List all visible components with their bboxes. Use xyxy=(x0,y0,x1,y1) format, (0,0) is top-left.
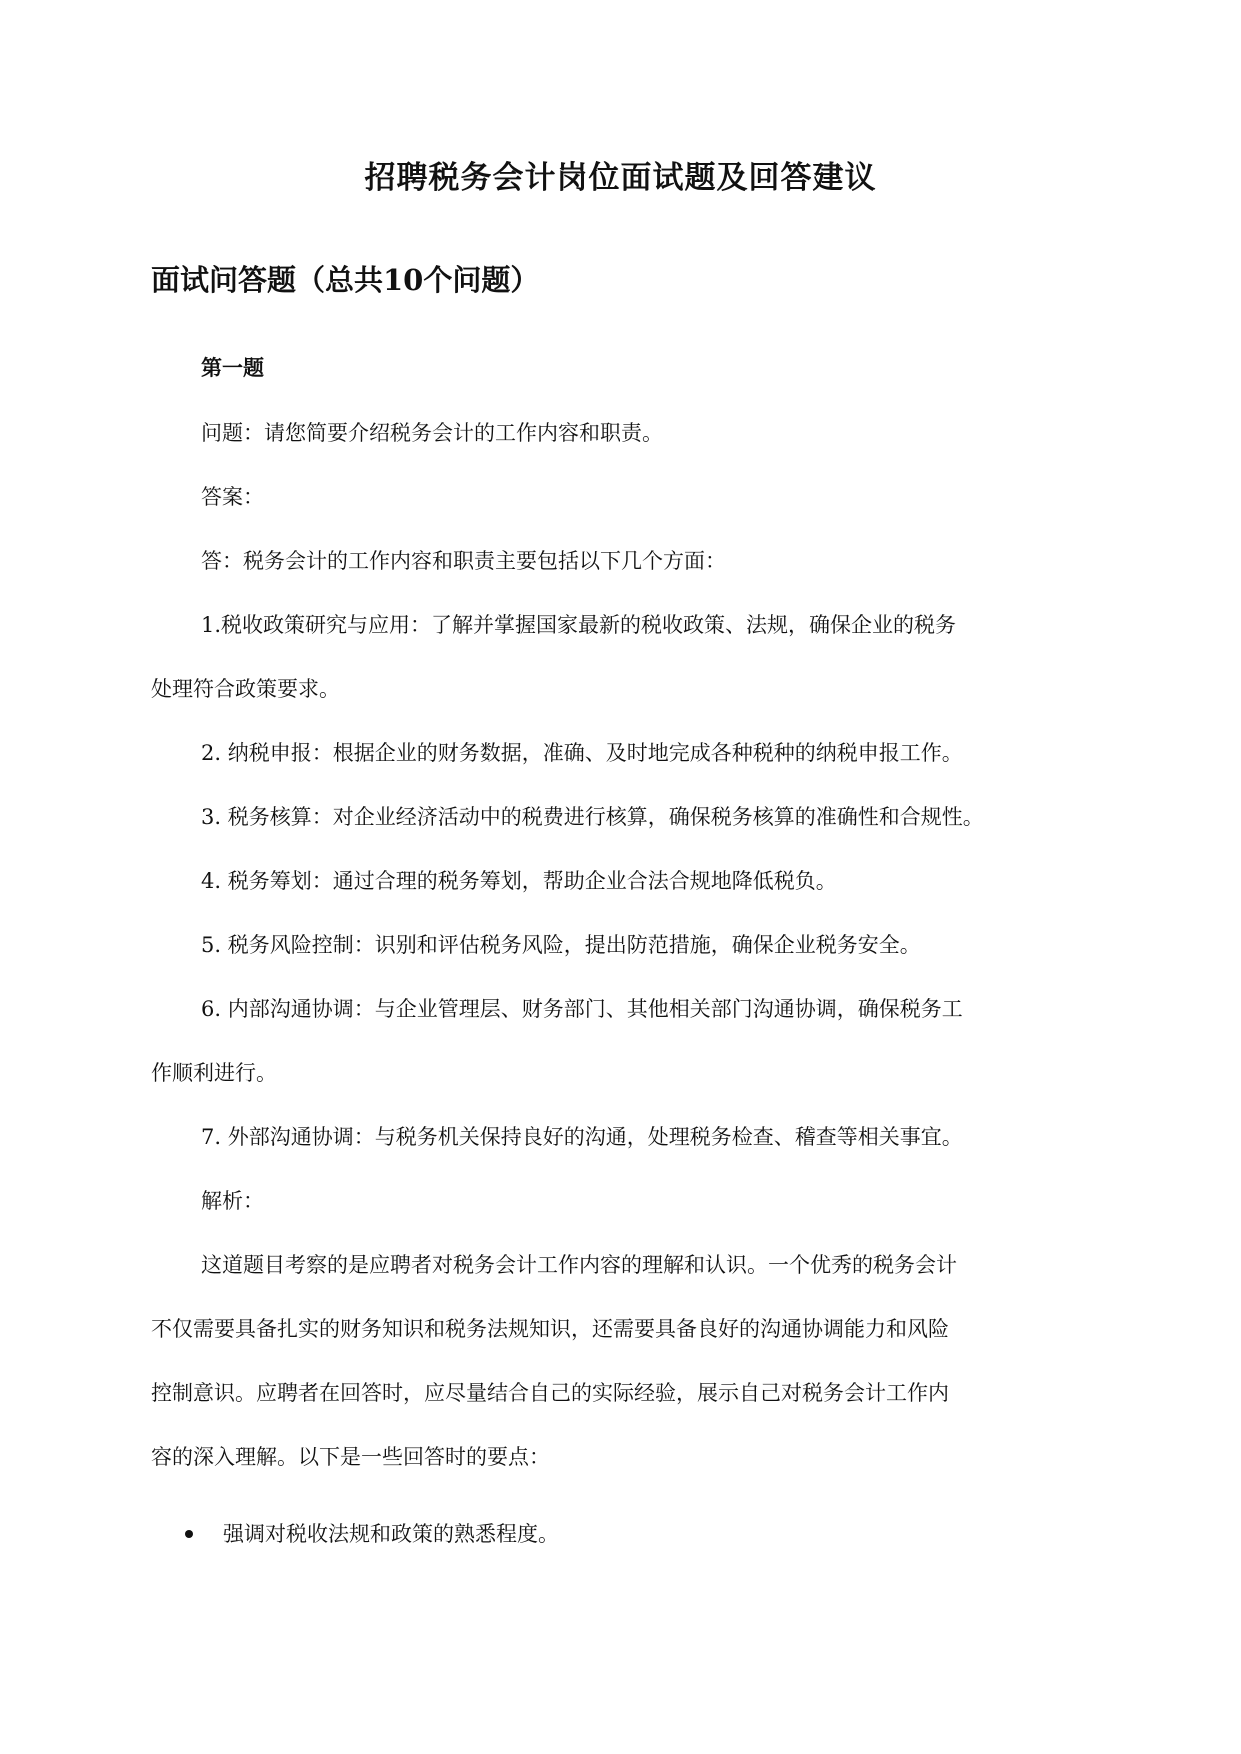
section-heading: 面试问答题（总共10个问题） xyxy=(151,263,540,297)
analysis-line: 不仅需要具备扎实的财务知识和税务法规知识，还需要具备良好的沟通协调能力和风险 xyxy=(151,1317,949,1341)
analysis-line: 控制意识。应聘者在回答时，应尽量结合自己的实际经验，展示自己对税务会计工作内 xyxy=(151,1381,949,1405)
answer-item-5: 5. 税务风险控制：识别和评估税务风险，提出防范措施，确保企业税务安全。 xyxy=(201,933,921,957)
answer-item-2: 2. 纳税申报：根据企业的财务数据，准确、及时地完成各种税种的纳税申报工作。 xyxy=(201,741,963,765)
question-heading: 第一题 xyxy=(201,355,264,380)
document-title: 招聘税务会计岗位面试题及回答建议 xyxy=(364,160,877,196)
bullet-text: 强调对税收法规和政策的熟悉程度。 xyxy=(223,1522,559,1546)
bullet-icon xyxy=(185,1530,193,1538)
answer-label: 答案： xyxy=(201,485,264,509)
answer-item-1-line2: 处理符合政策要求。 xyxy=(151,677,340,701)
answer-intro: 答：税务会计的工作内容和职责主要包括以下几个方面： xyxy=(201,549,726,573)
answer-item-1-line1: 1.税收政策研究与应用：了解并掌握国家最新的税收政策、法规，确保企业的税务 xyxy=(201,613,957,637)
answer-item-6-line2: 作顺利进行。 xyxy=(151,1061,277,1085)
answer-item-6-line1: 6. 内部沟通协调：与企业管理层、财务部门、其他相关部门沟通协调，确保税务工 xyxy=(201,997,963,1021)
answer-item-3: 3. 税务核算：对企业经济活动中的税费进行核算，确保税务核算的准确性和合规性。 xyxy=(201,805,984,829)
answer-item-4: 4. 税务筹划：通过合理的税务筹划，帮助企业合法合规地降低税负。 xyxy=(201,869,837,893)
analysis-line: 容的深入理解。以下是一些回答时的要点： xyxy=(151,1445,550,1469)
analysis-label: 解析： xyxy=(201,1189,264,1213)
bullet-list-item xyxy=(185,1518,559,1548)
analysis-line: 这道题目考察的是应聘者对税务会计工作内容的理解和认识。一个优秀的税务会计 xyxy=(201,1253,957,1277)
answer-item-7: 7. 外部沟通协调：与税务机关保持良好的沟通，处理税务检查、稽查等相关事宜。 xyxy=(201,1125,963,1149)
question-text: 问题：请您简要介绍税务会计的工作内容和职责。 xyxy=(201,421,663,445)
